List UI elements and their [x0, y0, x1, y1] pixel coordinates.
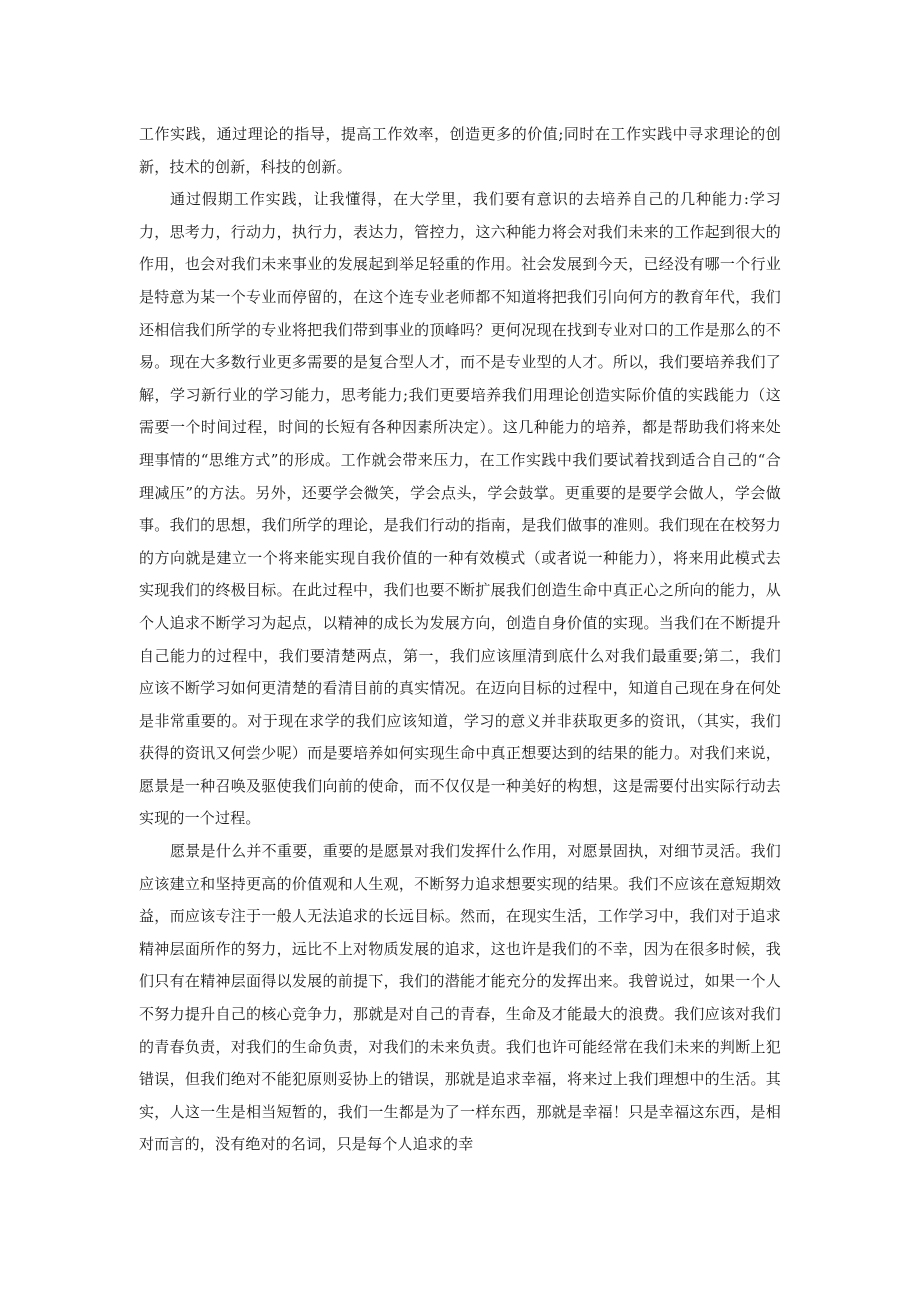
paragraph-2: 通过假期工作实践，让我懂得，在大学里，我们要有意识的去培养自己的几种能力:学习力，思考力，行动力，执行力，表达力，管控力，这六种能力将会对我们未来的工作起到很大的作用，也会对我们未来事业的发展起到举足轻重的作用。社会发展到今天，已经没有哪一个行业是特意为某一个专业而停留的，在这个连专业老师都不知道将把我们引向何方的教育年代，我们还相信我们所学的专业将把我们带到事业的顶峰吗？更何况现在找到专业对口的工作是那么的不易。现在大多数行业更多需要的是复合型人才，而不是专业型的人才。所以，我们要培养我们了解，学习新行业的学习能力，思考能力;我们更要培养我们用理论创造实际价值的实践能力（这需要一个时间过程，时间的长短有各种因素所决定）。这几种能力的培养，都是帮助我们将来处理事情的“思维方式”的形成。工作就会带来压力，在工作实践中我们要试着找到适合自己的“合理减压”的方法。另外，还要学会微笑，学会点头，学会鼓掌。更重要的是要学会做人，学会做事。我们的思想，我们所学的理论，是我们行动的指南，是我们做事的准则。我们现在在校努力的方向就是建立一个将来能实现自我价值的一种有效模式（或者说一种能力），将来用此模式去实现我们的终极目标。在此过程中，我们也要不断扩展我们创造生命中真正心之所向的能力，从个人追求不断学习为起点，以精神的成长为发展方向，创造自身价值的实现。当我们在不断提升自己能力的过程中，我们要清楚两点，第一，我们应该厘清到底什么对我们最重要;第二，我们应该不断学习如何更清楚的看清目前的真实情况。在迈向目标的过程中，知道自己现在身在何处是非常重要的。对于现在求学的我们应该知道，学习的意义并非获取更多的资讯，（其实，我们获得的资讯又何尝少呢）而是要培养如何实现生命中真正想要达到的结果的能力。对我们来说，愿景是一种召唤及驱使我们向前的使命，而不仅仅是一种美好的构想，这是需要付出实际行动去实现的一个过程。: [139, 190, 781, 828]
paragraph-1: 工作实践，通过理论的指导，提高工作效率，创造更多的价值;同时在工作实践中寻求理论的创新，技术的创新，科技的创新。: [139, 125, 781, 176]
document-body: [139, 118, 781, 1161]
paragraph-3: 愿景是什么并不重要，重要的是愿景对我们发挥什么作用，对愿景固执，对细节灵活。我们应该建立和坚持更高的价值观和人生观，不断努力追求想要实现的结果。我们不应该在意短期效益，而应该专注于一般人无法追求的长远目标。然而，在现实生活，工作学习中，我们对于追求精神层面所作的努力，远比不上对物质发展的追求，这也许是我们的不幸，因为在很多时候，我们只有在精神层面得以发展的前提下，我们的潜能才能充分的发挥出来。我曾说过，如果一个人不努力提升自己的核心竞争力，那就是对自己的青春，生命及才能最大的浪费。我们应该对我们的青春负责，对我们的生命负责，对我们的未来负责。我们也许可能经常在我们未来的判断上犯错误，但我们绝对不能犯原则妥协上的错误，那就是追求幸福，将来过上我们理想中的生活。其实，人这一生是相当短暂的，我们一生都是为了一样东西，那就是幸福！只是幸福这东西，是相对而言的，没有绝对的名词，只是每个人追求的幸: [139, 842, 781, 1154]
